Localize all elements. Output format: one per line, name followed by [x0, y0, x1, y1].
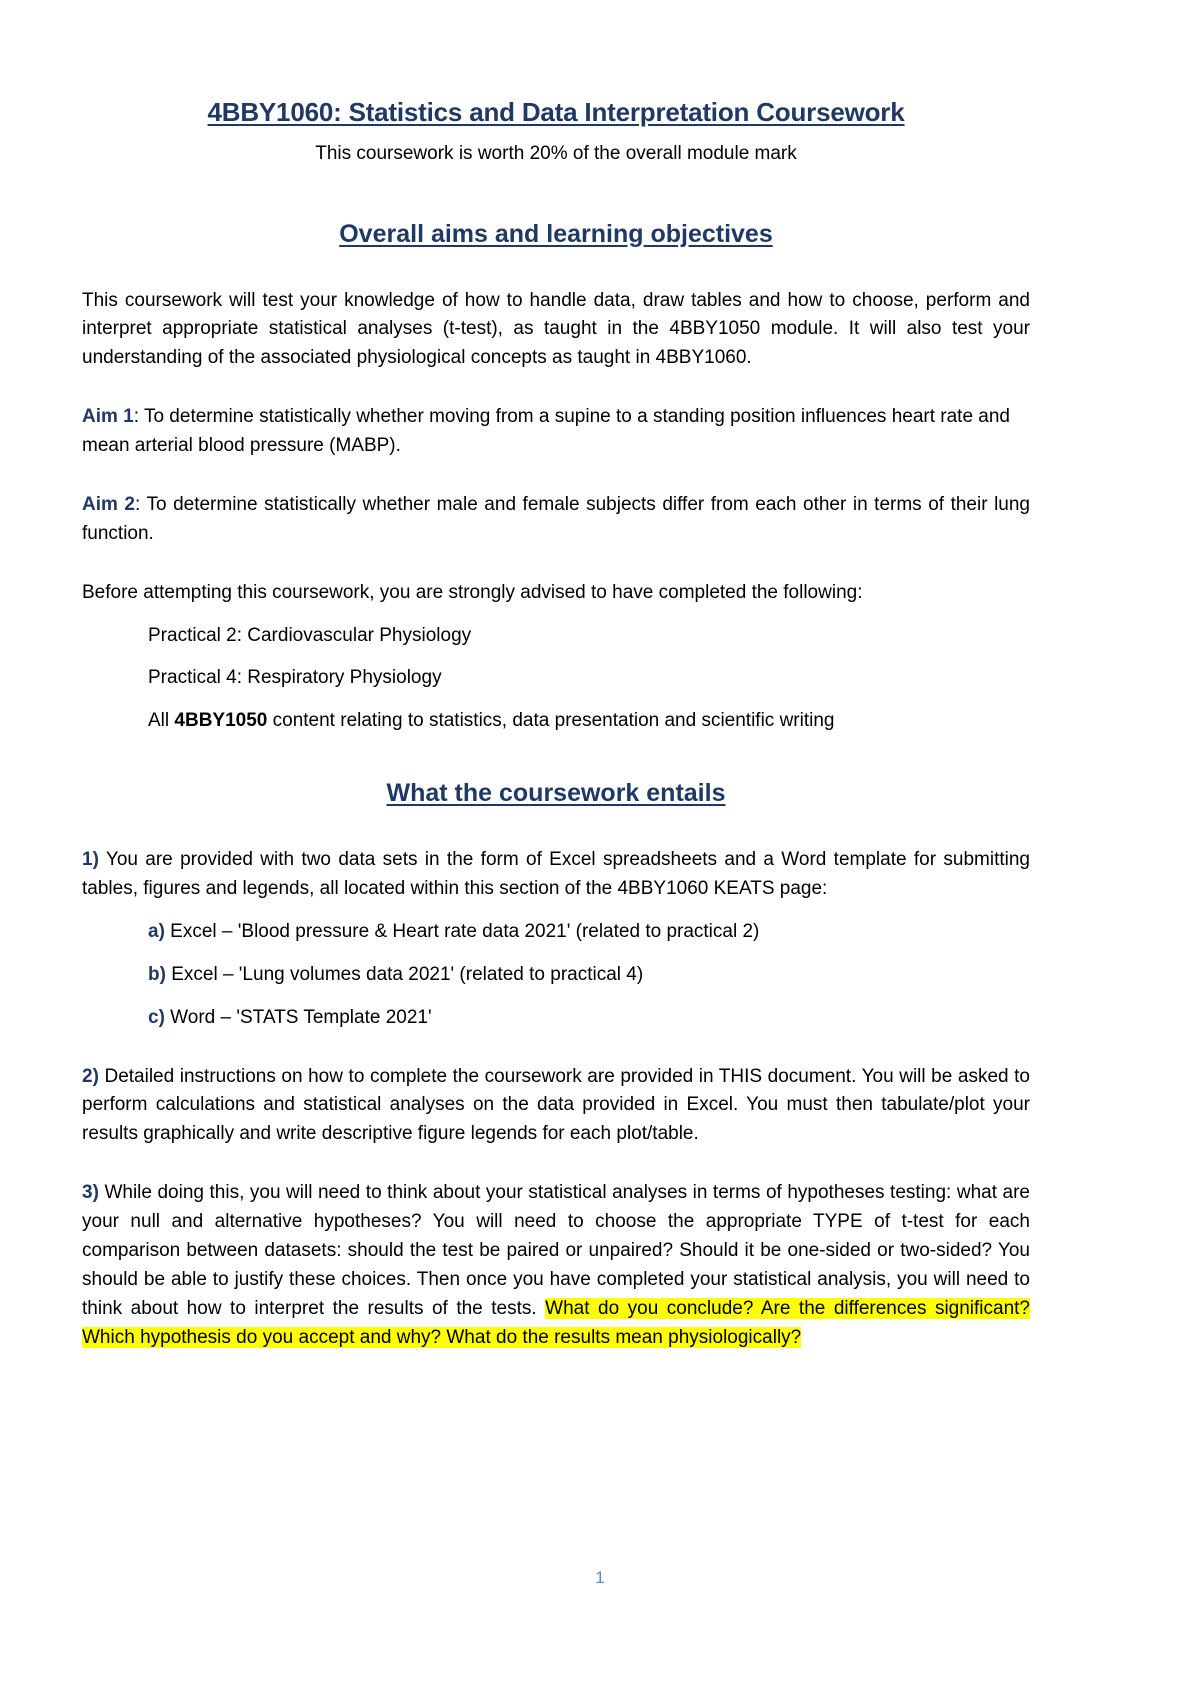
entails-item-3-marker: 3) [82, 1182, 99, 1204]
aim-1-label: Aim 1 [82, 406, 134, 428]
entails-item-1 [82, 846, 1030, 904]
entails-item-3-text: While doing this, you will need to think about your statistical analyses in terms of hypotheses testing: what are your null and alternative hypotheses? You will need to choose the appropriate TYPE of t-test for each comparison between datasets: should the test be paired or unpaired? Should it be one-sided or two-sided? You should be able to justify these choices. Then once you have completed your statistical analysis, you will need to think about how to interpret the results of the tests. [82, 1182, 1030, 1319]
spacer [82, 1033, 1030, 1063]
section-heading-overall-aims: Overall aims and learning objectives [339, 219, 773, 248]
spacer [82, 990, 1030, 1004]
entails-item-2-text: Detailed instructions on how to complete the coursework are provided in THIS document. You will be asked to perform calculations and statistical analyses on the data provided in Excel. You must then tabulate/plot your results graphically and write descriptive figure legends for each plot/table. [82, 1065, 1030, 1145]
entails-item-3-highlighted-text: What do you conclude? Are the differences significant? Which hypothesis do you accept and why? What do the results mean physiologically? [82, 1297, 1030, 1348]
entails-subitem-c-text: Word – 'STATS Template 2021' [164, 1006, 432, 1028]
entails-subitem-a [82, 918, 1030, 947]
prerequisite-item [82, 707, 1030, 736]
spacer [82, 650, 1030, 664]
prereq-module-code: 4BBY1050 [174, 710, 268, 732]
document-subtitle: This coursework is worth 20% of the overall module mark [315, 142, 797, 164]
aim-2-label: Aim 2 [82, 493, 135, 515]
spacer [82, 608, 1030, 622]
before-attempting-paragraph: Before attempting this coursework, you are strongly advised to have completed the following: [82, 581, 863, 603]
aims-intro-paragraph: This coursework will test your knowledge of how to handle data, draw tables and how to choose, perform and interpret appropriate statistical analyses (t-test), as taught in the 4BBY1050 module. It will also test your understanding of the associated physiological concepts as taught in 4BBY1060. [82, 289, 1030, 369]
spacer [82, 249, 1030, 287]
entails-item-2-marker: 2) [82, 1065, 99, 1087]
entails-subitem-a-text: Excel – 'Blood pressure & Heart rate data 2021' (related to practical 2) [164, 920, 760, 942]
aim-1-text: : To determine statistically whether moving from a supine to a standing position influences heart rate and mean arterial blood pressure (MABP). [82, 406, 1010, 457]
prerequisite-item: Practical 2: Cardiovascular Physiology [148, 624, 472, 646]
spacer [82, 808, 1030, 846]
page-title: 4BBY1060: Statistics and Data Interpretation Coursework [207, 97, 905, 127]
entails-subitem-b-marker: b) [148, 963, 166, 985]
prereq-all-prefix: All [148, 710, 175, 732]
prereq-all-suffix: content relating to statistics, data presentation and scientific writing [267, 710, 835, 732]
entails-subitem-b [82, 961, 1030, 990]
entails-item-2 [82, 1063, 1030, 1150]
spacer [82, 1149, 1030, 1179]
section-heading-what-the-coursework-entails: What the coursework entails [386, 779, 726, 808]
entails-subitem-b-text: Excel – 'Lung volumes data 2021' (related to practical 4) [165, 963, 644, 985]
prerequisite-item: Practical 4: Respiratory Physiology [148, 667, 442, 689]
spacer [82, 693, 1030, 707]
spacer [82, 904, 1030, 918]
entails-subitem-c [82, 1004, 1030, 1033]
entails-subitem-c-marker: c) [148, 1006, 165, 1028]
aim-2-paragraph [82, 491, 1030, 549]
entails-item-1-marker: 1) [82, 849, 99, 871]
entails-item-1-text: You are provided with two data sets in the form of Excel spreadsheets and a Word template for submitting tables, figures and legends, all located within this section of the 4BBY1060 KEATS page: [82, 849, 1030, 900]
spacer [82, 461, 1030, 491]
entails-item-3 [82, 1179, 1030, 1352]
aim-2-text: : To determine statistically whether male and female subjects differ from each other in terms of their lung function. [82, 493, 1030, 544]
page-number: 1 [595, 1568, 605, 1587]
aim-1-paragraph [82, 403, 1030, 461]
spacer [82, 549, 1030, 579]
document-content [82, 0, 1030, 1352]
spacer [82, 947, 1030, 961]
entails-subitem-a-marker: a) [148, 920, 165, 942]
spacer [82, 373, 1030, 403]
